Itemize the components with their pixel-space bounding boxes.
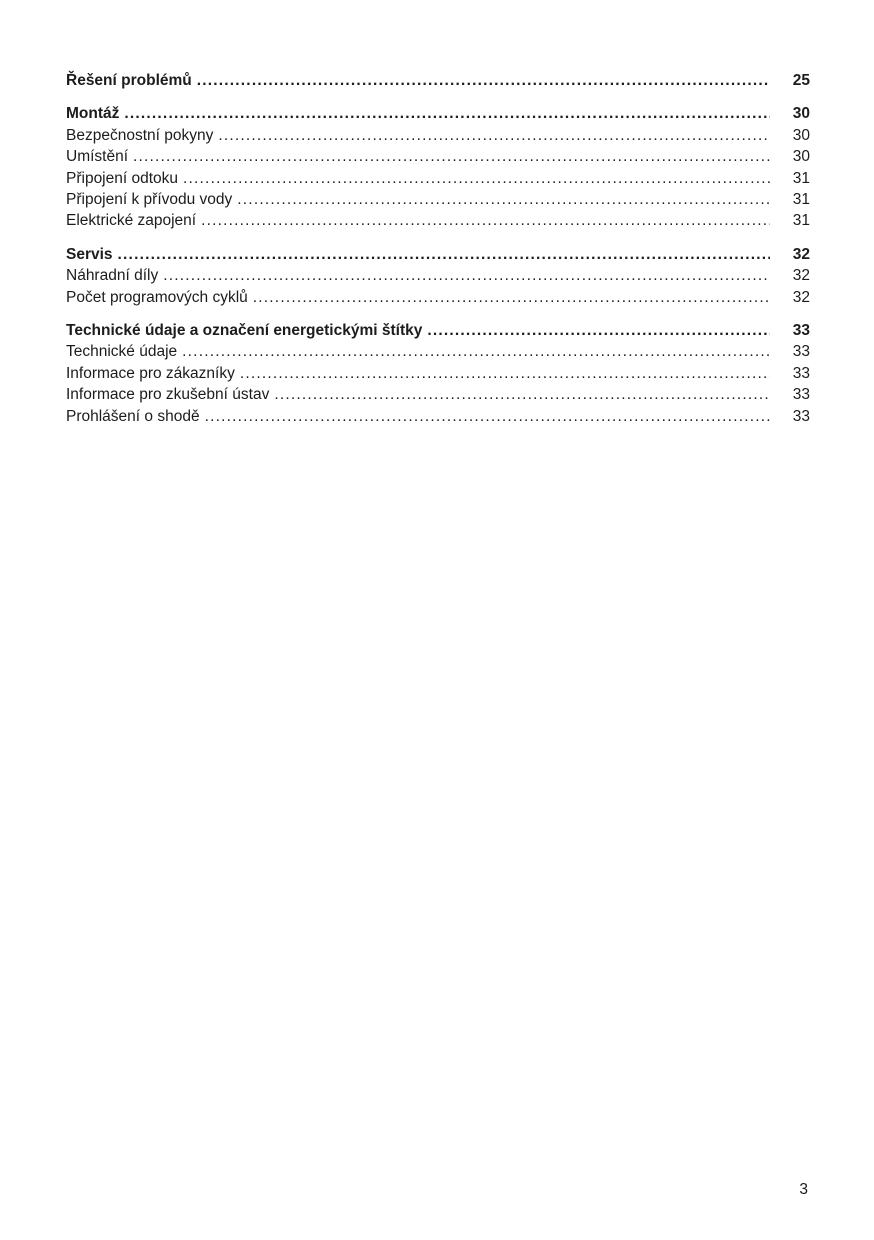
dot-leader [124,103,770,124]
toc-entry [66,146,810,167]
footer-page-number: 3 [799,1181,808,1198]
toc-entry [66,384,810,405]
dot-leader [240,363,770,384]
toc-entry [66,363,810,384]
toc-entry-page: 32 [792,245,810,263]
toc-entry-label: Servis [66,245,113,263]
toc-entry-label: Technické údaje [66,343,178,361]
dot-leader [237,189,770,210]
toc-entry-page: 32 [792,288,810,306]
toc-entry [66,320,810,341]
toc-section [66,103,810,231]
dot-leader [118,244,770,265]
toc-entry-page: 33 [792,364,810,382]
toc-entry-label: Elektrické zapojení [66,212,197,230]
toc-entry-label: Řešení problémů [66,72,192,89]
toc-entry [66,341,810,362]
dot-leader [205,406,770,427]
toc-entry [66,287,810,308]
toc-entry-page: 30 [792,148,810,166]
toc-entry-label: Technické údaje a označení energetickými štítky [66,322,423,340]
toc-entry-page: 33 [792,407,810,425]
dot-leader [133,146,770,167]
toc-entry-page: 33 [792,322,810,340]
dot-leader [201,210,770,231]
toc-entry-label: Prohlášení o shodě [66,407,200,425]
toc-entry-page: 25 [792,72,810,89]
toc-entry [66,244,810,265]
toc-section [66,320,810,427]
toc-entry [66,210,810,231]
toc-entry-page: 32 [792,267,810,285]
toc-section [66,244,810,308]
dot-leader [427,320,770,341]
toc-entry-label: Umístění [66,148,129,166]
toc-entry-label: Počet programových cyklů [66,288,248,306]
toc-entry [66,406,810,427]
toc-entry-page: 33 [792,343,810,361]
toc-entry-label: Připojení odtoku [66,169,179,187]
dot-leader [163,265,770,286]
toc-entry [66,125,810,146]
toc-entry [66,189,810,210]
toc-entry-page: 31 [792,191,810,209]
dot-leader [197,70,770,91]
toc-entry [66,168,810,189]
toc-entry-label: Montáž [66,105,120,123]
toc-entry-label: Připojení k přívodu vody [66,191,233,209]
toc-entry-page: 33 [792,386,810,404]
dot-leader [274,384,770,405]
toc-entry-label: Náhradní díly [66,267,159,285]
dot-leader [253,287,770,308]
toc-entry [66,265,810,286]
toc-entry-page: 31 [792,212,810,230]
toc-entry-page: 30 [792,105,810,123]
toc-entry-page: 30 [792,126,810,144]
toc-entry-page: 31 [792,169,810,187]
toc-entry [66,103,810,124]
dot-leader [218,125,770,146]
dot-leader [183,168,770,189]
dot-leader [182,341,770,362]
toc-entry-label: Informace pro zákazníky [66,364,235,382]
toc-list [66,70,810,427]
toc-section [66,70,810,91]
toc-entry [66,70,810,91]
toc-entry-label: Bezpečnostní pokyny [66,126,214,144]
toc-entry-label: Informace pro zkušební ústav [66,386,270,404]
